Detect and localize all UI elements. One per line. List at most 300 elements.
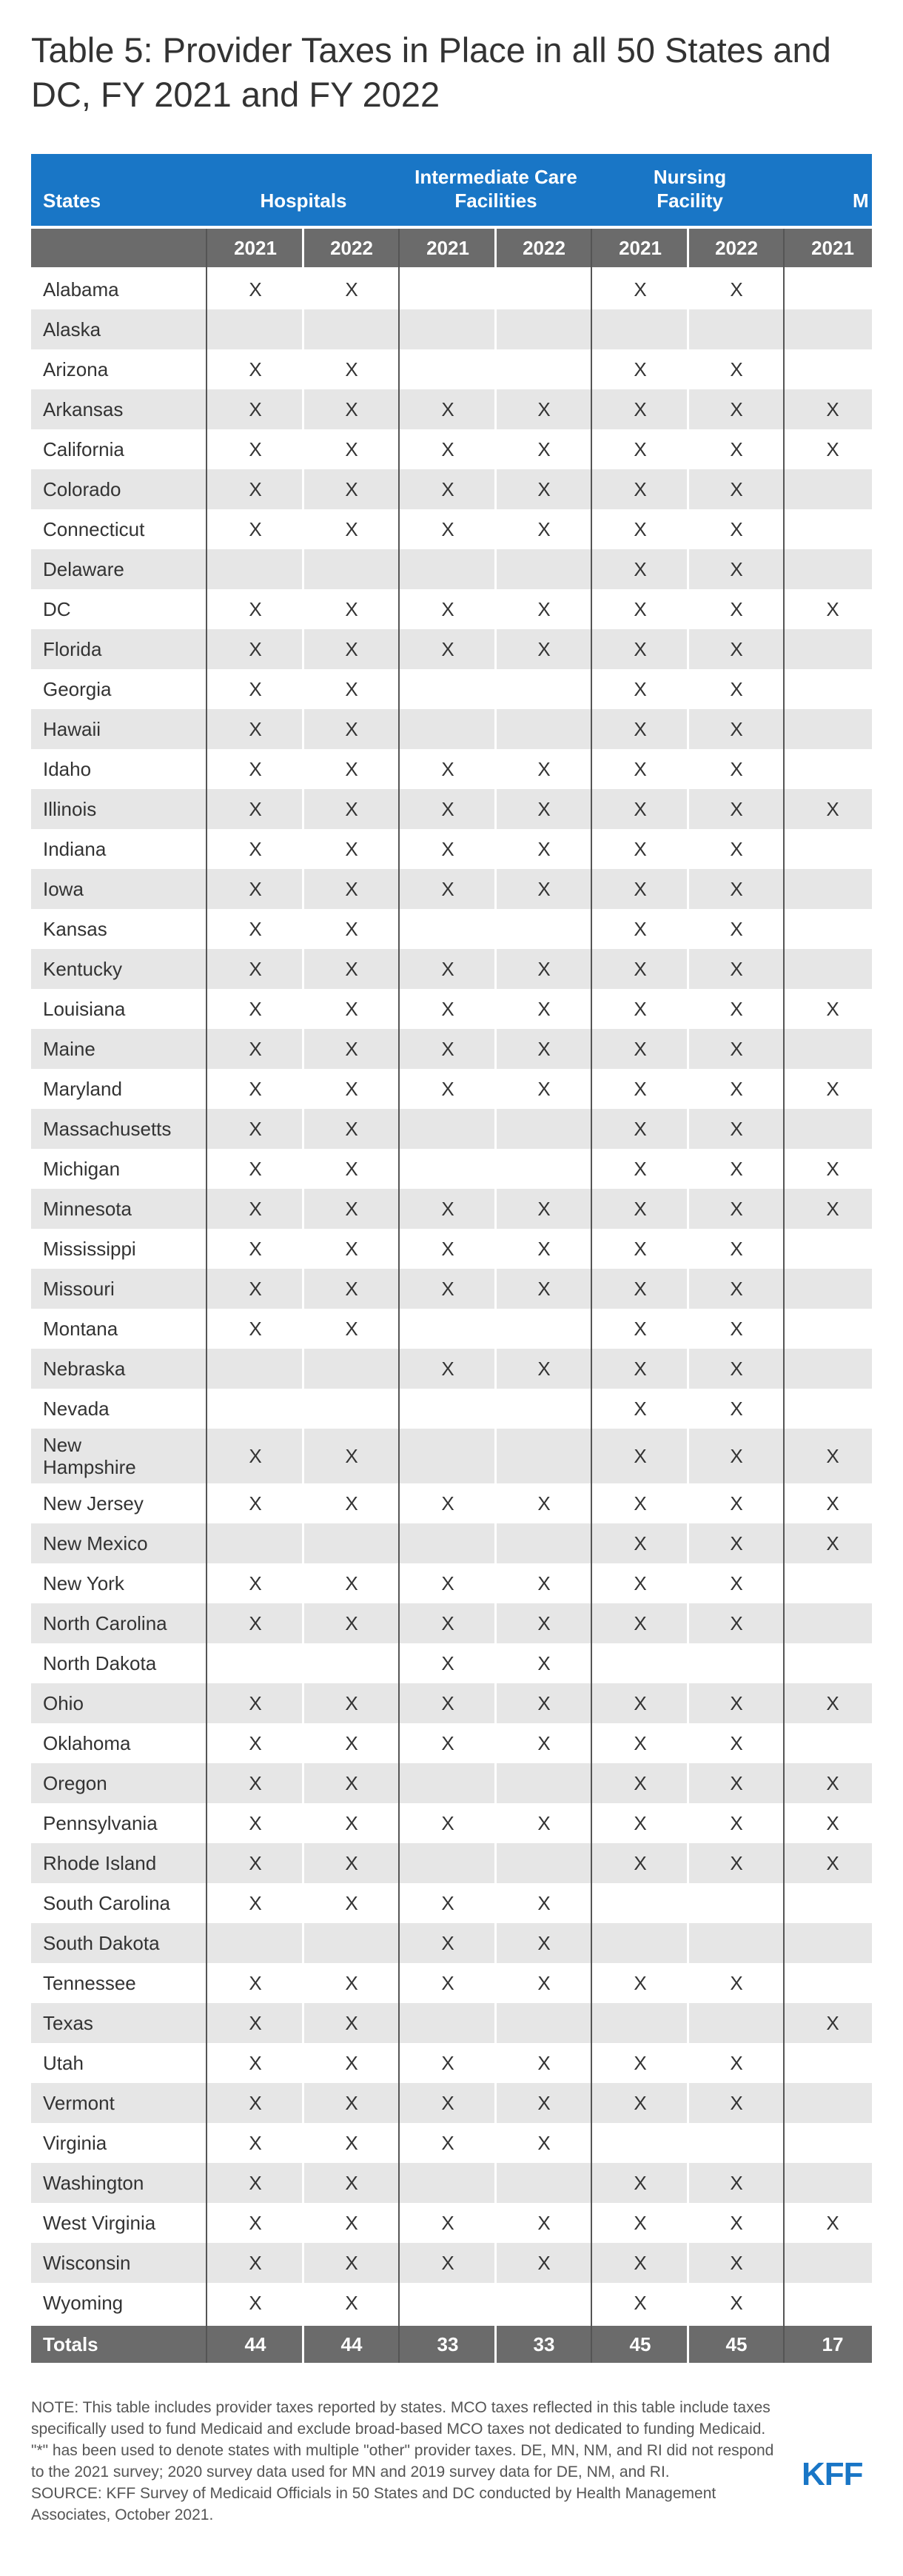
state-name: Wisconsin	[43, 2252, 131, 2274]
year-col-7: 2021	[811, 237, 854, 259]
tax-cell	[400, 1149, 496, 1189]
tax-cell: X	[634, 1037, 647, 1060]
tax-cell: X	[441, 1931, 454, 1954]
tax-cell: X	[441, 477, 454, 500]
tax-cell: X	[345, 597, 358, 620]
tax-cell	[592, 1923, 688, 1963]
tax-cell	[688, 2123, 785, 2163]
tax-cell: X	[537, 637, 551, 660]
tax-cell: X	[634, 1611, 647, 1634]
table-row	[31, 1843, 872, 1883]
table-row	[31, 1429, 872, 1483]
table-row	[31, 589, 872, 629]
tax-cell: X	[537, 957, 551, 980]
tax-cell: X	[441, 1572, 454, 1594]
table-row	[31, 669, 872, 709]
tax-cell	[785, 1229, 881, 1269]
tax-cell: X	[537, 797, 551, 820]
tax-cell: X	[826, 1197, 839, 1220]
tax-cell: X	[730, 1971, 743, 1994]
state-name: Louisiana	[43, 998, 126, 1020]
state-name: Massachusetts	[43, 1118, 172, 1140]
state-name: Missouri	[43, 1278, 115, 1300]
tax-cell: X	[537, 517, 551, 540]
tax-cell: X	[441, 1277, 454, 1300]
tax-cell	[496, 1523, 592, 1563]
column-divider	[302, 229, 304, 2363]
state-name: Georgia	[43, 678, 112, 700]
tax-cell	[303, 1349, 400, 1389]
tax-cell	[496, 549, 592, 589]
state-name: Idaho	[43, 758, 92, 780]
tax-cell: X	[537, 1971, 551, 1994]
tax-cell	[785, 1603, 881, 1643]
tax-cell: X	[730, 917, 743, 940]
tax-cell: X	[249, 1077, 262, 1100]
tax-cell	[207, 1523, 303, 1563]
tax-cell: X	[441, 1357, 454, 1380]
tax-cell: X	[249, 2011, 262, 2034]
state-name: Nevada	[43, 1398, 110, 1420]
tax-cell: X	[826, 1811, 839, 1834]
tax-cell: X	[249, 2051, 262, 2074]
tax-cell	[785, 1389, 881, 1429]
tax-cell: X	[634, 2251, 647, 2274]
tax-cell: X	[730, 1397, 743, 1420]
year-header-row	[31, 229, 872, 267]
state-name: Maine	[43, 1038, 95, 1060]
tax-cell: X	[730, 398, 743, 420]
tax-cell	[785, 1309, 881, 1349]
tax-cell	[785, 1349, 881, 1389]
tax-cell	[785, 1643, 881, 1683]
tax-cell: X	[537, 1357, 551, 1380]
tax-cell: X	[634, 437, 647, 460]
tax-cell: X	[730, 677, 743, 700]
tax-cell: X	[730, 2211, 743, 2234]
tax-cell	[785, 2163, 881, 2203]
tax-cell: X	[441, 797, 454, 820]
table-row	[31, 2203, 872, 2243]
tax-cell: X	[345, 1077, 358, 1100]
tax-cell: X	[730, 1077, 743, 1100]
year-col-5: 2021	[619, 237, 662, 259]
tax-cell	[785, 1029, 881, 1069]
tax-cell: X	[634, 2051, 647, 2074]
state-name: Alabama	[43, 278, 119, 301]
tax-cell: X	[730, 1117, 743, 1140]
tax-cell: X	[537, 2211, 551, 2234]
state-name: Wyoming	[43, 2292, 124, 2314]
tax-cell: X	[730, 1157, 743, 1180]
table-row	[31, 1269, 872, 1309]
tax-cell: X	[730, 637, 743, 660]
tax-cell: X	[730, 2171, 743, 2194]
tax-cell: X	[345, 1731, 358, 1754]
tax-cell	[785, 549, 881, 589]
provider-tax-table	[31, 154, 872, 2355]
tax-cell: X	[537, 477, 551, 500]
tax-cell	[303, 549, 400, 589]
state-name: Delaware	[43, 558, 124, 580]
table-row	[31, 1109, 872, 1149]
tax-cell	[785, 509, 881, 549]
tax-cell: X	[345, 1611, 358, 1634]
column-divider	[783, 229, 785, 2363]
table-body	[31, 269, 872, 2323]
tax-cell: X	[730, 1277, 743, 1300]
tax-cell: X	[537, 1691, 551, 1714]
tax-cell: X	[345, 1197, 358, 1220]
table-row	[31, 429, 872, 469]
total-value: 17	[822, 2332, 844, 2355]
tax-cell: X	[249, 1037, 262, 1060]
tax-cell: X	[345, 2251, 358, 2274]
tax-cell: X	[730, 1572, 743, 1594]
tax-cell	[785, 2083, 881, 2123]
header-icf: Intermediate Care Facilities	[414, 166, 577, 212]
tax-cell: X	[634, 1277, 647, 1300]
tax-cell: X	[249, 437, 262, 460]
tax-cell: X	[730, 877, 743, 900]
table-row	[31, 549, 872, 589]
tax-cell: X	[441, 957, 454, 980]
tax-cell	[496, 669, 592, 709]
state-name: Mississippi	[43, 1238, 136, 1260]
tax-cell	[785, 629, 881, 669]
tax-cell: X	[634, 957, 647, 980]
year-col-6: 2022	[715, 237, 758, 259]
tax-cell: X	[345, 757, 358, 780]
tax-cell	[400, 269, 496, 309]
tax-cell: X	[634, 1197, 647, 1220]
state-name: Connecticut	[43, 518, 145, 540]
tax-cell: X	[730, 1771, 743, 1794]
tax-cell	[496, 709, 592, 749]
tax-cell	[303, 1523, 400, 1563]
tax-cell: X	[345, 797, 358, 820]
tax-cell: X	[730, 1444, 743, 1467]
tax-cell: X	[345, 1117, 358, 1140]
tax-cell: X	[730, 2051, 743, 2074]
table-row	[31, 1149, 872, 1189]
tax-cell	[400, 1429, 496, 1483]
tax-cell: X	[249, 517, 262, 540]
tax-cell: X	[249, 757, 262, 780]
column-divider	[591, 229, 592, 2363]
tax-cell: X	[249, 1731, 262, 1754]
tax-cell: X	[730, 1851, 743, 1874]
table-row	[31, 2243, 872, 2283]
tax-cell: X	[345, 1492, 358, 1515]
tax-cell: X	[249, 2211, 262, 2234]
tax-cell: X	[826, 1771, 839, 1794]
tax-cell	[303, 1643, 400, 1683]
tax-cell: X	[634, 717, 647, 740]
tax-cell	[785, 1963, 881, 2003]
table-row	[31, 389, 872, 429]
tax-cell: X	[826, 398, 839, 420]
tax-cell: X	[249, 677, 262, 700]
tax-cell: X	[634, 1357, 647, 1380]
tax-cell	[785, 269, 881, 309]
state-name: Virginia	[43, 2132, 107, 2154]
tax-cell	[785, 1563, 881, 1603]
tax-cell: X	[249, 997, 262, 1020]
tax-cell	[207, 309, 303, 349]
table-row	[31, 749, 872, 789]
tax-cell: X	[249, 1197, 262, 1220]
tax-cell: X	[634, 557, 647, 580]
table-row	[31, 869, 872, 909]
tax-cell	[592, 1883, 688, 1923]
tax-cell	[303, 309, 400, 349]
tax-cell: X	[249, 1444, 262, 1467]
tax-cell: X	[730, 2091, 743, 2114]
tax-cell: X	[345, 2011, 358, 2034]
tax-cell: X	[634, 1237, 647, 1260]
tax-cell: X	[249, 957, 262, 980]
year-col-3: 2021	[426, 237, 469, 259]
tax-cell	[496, 1763, 592, 1803]
table-row	[31, 1523, 872, 1563]
tax-cell: X	[826, 2211, 839, 2234]
tax-cell	[400, 349, 496, 389]
note-text: NOTE: This table includes provider taxes reported by states. MCO taxes reflected in this table include taxes specifically used to fund Medicaid and exclude broad-based MCO taxes not dedicated to funding Medicaid. "*" has been used to denote states with multiple "other" provider taxes. DE, MN, NM, and RI did not respond to the 2021 survey; 2020 survey data used for MN and 2019 survey data for DE, NM, and RI.	[31, 2399, 774, 2481]
tax-cell: X	[345, 477, 358, 500]
tax-cell	[785, 1723, 881, 1763]
tax-cell	[303, 1923, 400, 1963]
state-name: Arkansas	[43, 398, 124, 420]
total-value: 44	[244, 2332, 266, 2355]
state-name: Texas	[43, 2012, 93, 2034]
tax-cell: X	[345, 1237, 358, 1260]
year-col-4: 2022	[523, 237, 565, 259]
tax-cell: X	[634, 1731, 647, 1754]
tax-cell: X	[826, 997, 839, 1020]
table-row	[31, 269, 872, 309]
tax-cell: X	[249, 1891, 262, 1914]
table-row	[31, 1723, 872, 1763]
tax-cell: X	[345, 278, 358, 301]
tax-cell	[400, 2003, 496, 2043]
tax-cell: X	[249, 717, 262, 740]
tax-cell: X	[730, 1197, 743, 1220]
tax-cell: X	[441, 2251, 454, 2274]
tax-cell: X	[249, 2091, 262, 2114]
tax-cell: X	[345, 957, 358, 980]
tax-cell: X	[730, 477, 743, 500]
tax-cell	[592, 1643, 688, 1683]
state-name: Hawaii	[43, 718, 101, 740]
tax-cell: X	[537, 877, 551, 900]
state-name: Alaska	[43, 318, 101, 341]
tax-cell: X	[826, 1492, 839, 1515]
tax-cell: X	[537, 1811, 551, 1834]
state-name: New Jersey	[43, 1492, 144, 1515]
state-name: Vermont	[43, 2092, 115, 2114]
tax-cell	[785, 2123, 881, 2163]
tax-cell: X	[249, 877, 262, 900]
state-name: Illinois	[43, 798, 97, 820]
tax-cell	[207, 1643, 303, 1683]
tax-cell: X	[730, 1691, 743, 1714]
tax-cell: X	[249, 477, 262, 500]
tax-cell	[496, 1149, 592, 1189]
column-divider	[206, 229, 207, 2363]
tax-cell: X	[441, 1971, 454, 1994]
state-name: Michigan	[43, 1158, 121, 1180]
tax-cell: X	[441, 1891, 454, 1914]
tax-cell: X	[826, 1157, 839, 1180]
tax-cell: X	[730, 2251, 743, 2274]
state-name: Washington	[43, 2172, 144, 2194]
tax-cell: X	[537, 757, 551, 780]
tax-cell: X	[730, 1731, 743, 1754]
tax-cell: X	[345, 837, 358, 860]
table-row	[31, 2043, 872, 2083]
tax-cell: X	[537, 1891, 551, 1914]
table-row	[31, 349, 872, 389]
tax-cell: X	[537, 1077, 551, 1100]
tax-cell: X	[249, 1811, 262, 1834]
tax-cell	[496, 349, 592, 389]
tax-cell	[785, 749, 881, 789]
tax-cell: X	[345, 1444, 358, 1467]
tax-cell: X	[634, 2091, 647, 2114]
tax-cell	[688, 1923, 785, 1963]
page-title: Table 5: Provider Taxes in Place in all 50 States and DC, FY 2021 and FY 2022	[31, 30, 831, 114]
tax-cell: X	[345, 2291, 358, 2314]
tax-cell	[400, 1109, 496, 1149]
tax-cell	[785, 709, 881, 749]
tax-cell: X	[634, 1851, 647, 1874]
tax-cell: X	[249, 1317, 262, 1340]
tax-cell	[496, 309, 592, 349]
total-value: 33	[533, 2332, 555, 2355]
tax-cell: X	[249, 637, 262, 660]
tax-cell: X	[730, 437, 743, 460]
table-row	[31, 1229, 872, 1269]
state-name: New York	[43, 1572, 124, 1594]
tax-cell: X	[441, 517, 454, 540]
tax-cell	[496, 909, 592, 949]
tax-cell: X	[345, 1811, 358, 1834]
state-name: New Mexico	[43, 1532, 148, 1554]
tax-cell	[400, 1843, 496, 1883]
tax-cell: X	[441, 2211, 454, 2234]
table-row	[31, 1603, 872, 1643]
header-states: States	[43, 189, 101, 212]
tax-cell: X	[634, 477, 647, 500]
table-row	[31, 1069, 872, 1109]
tax-cell: X	[249, 917, 262, 940]
table-row	[31, 1563, 872, 1603]
tax-cell: X	[345, 1572, 358, 1594]
year-col-1: 2021	[234, 237, 277, 259]
total-value: 45	[725, 2332, 748, 2355]
tax-cell: X	[730, 997, 743, 1020]
tax-cell	[496, 2283, 592, 2323]
kff-logo: KFF	[802, 2456, 863, 2492]
totals-label: Totals	[43, 2333, 98, 2355]
tax-cell: X	[537, 2091, 551, 2114]
tax-cell: X	[441, 2131, 454, 2154]
tax-cell: X	[345, 1971, 358, 1994]
tax-cell	[400, 669, 496, 709]
tax-cell: X	[730, 557, 743, 580]
tax-cell: X	[441, 437, 454, 460]
tax-cell: X	[441, 1691, 454, 1714]
tax-cell	[400, 1309, 496, 1349]
state-name: Kentucky	[43, 958, 122, 980]
tax-cell	[496, 1389, 592, 1429]
tax-cell: X	[441, 2051, 454, 2074]
tax-cell	[496, 1309, 592, 1349]
tax-cell: X	[249, 597, 262, 620]
tax-cell	[785, 869, 881, 909]
tax-cell: X	[537, 1237, 551, 1260]
tax-cell: X	[345, 2171, 358, 2194]
tax-cell: X	[537, 2131, 551, 2154]
header-mco: M	[853, 189, 869, 212]
tax-cell	[785, 309, 881, 349]
tax-cell	[303, 1389, 400, 1429]
tax-cell: X	[730, 757, 743, 780]
state-name: Tennessee	[43, 1972, 136, 1994]
tax-cell: X	[634, 677, 647, 700]
tax-cell: X	[826, 2011, 839, 2034]
tax-cell: X	[441, 1037, 454, 1060]
tax-cell: X	[345, 1317, 358, 1340]
tax-cell: X	[441, 398, 454, 420]
table-row	[31, 709, 872, 749]
table-row	[31, 1683, 872, 1723]
table-row	[31, 1349, 872, 1389]
tax-cell: X	[634, 1771, 647, 1794]
totals-row	[31, 2326, 872, 2363]
table-row	[31, 469, 872, 509]
tax-cell: X	[249, 2291, 262, 2314]
tax-cell	[785, 1109, 881, 1149]
tax-cell	[400, 2283, 496, 2323]
state-name: Maryland	[43, 1078, 122, 1100]
state-name: Rhode Island	[43, 1852, 157, 1874]
tax-cell: X	[345, 437, 358, 460]
table-row	[31, 509, 872, 549]
tax-cell: X	[345, 1037, 358, 1060]
tax-cell: X	[730, 957, 743, 980]
tax-cell: X	[249, 797, 262, 820]
tax-cell: X	[345, 1851, 358, 1874]
column-divider	[398, 229, 400, 2363]
table-row	[31, 2283, 872, 2323]
tax-cell: X	[249, 1771, 262, 1794]
tax-cell	[785, 2283, 881, 2323]
tax-cell: X	[345, 877, 358, 900]
state-name: North Dakota	[43, 1652, 157, 1674]
tax-cell: X	[634, 597, 647, 620]
tax-cell: X	[537, 1731, 551, 1754]
tax-cell	[688, 1883, 785, 1923]
tax-cell: X	[634, 797, 647, 820]
tax-cell: X	[634, 1317, 647, 1340]
tax-cell	[207, 1923, 303, 1963]
tax-cell: X	[345, 997, 358, 1020]
state-name: DC	[43, 598, 71, 620]
tax-cell	[496, 2003, 592, 2043]
tax-cell	[496, 1843, 592, 1883]
